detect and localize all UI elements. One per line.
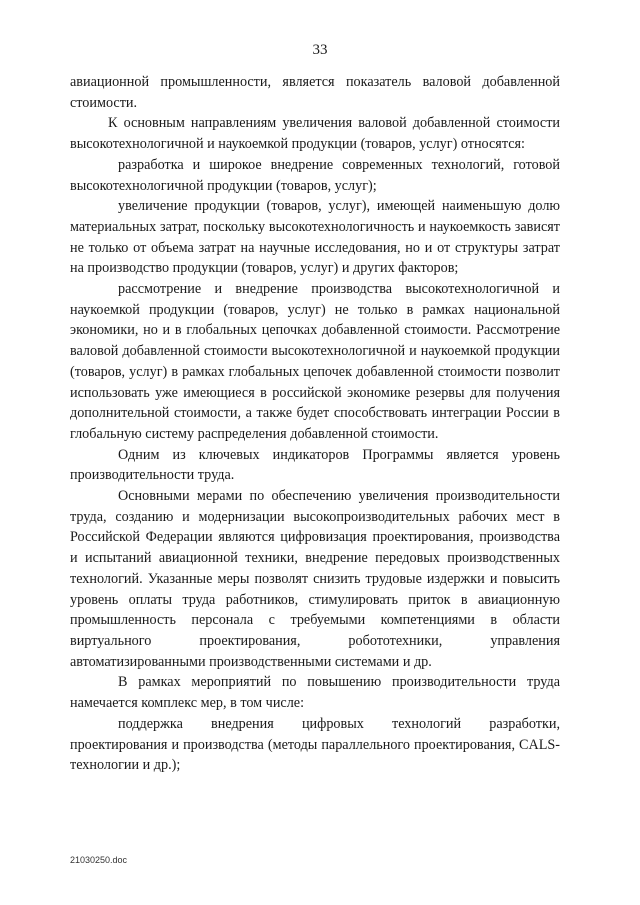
paragraph-7: Основными мерами по обеспечению увеличения производительности труда, созданию и модернизации высокопроизводительных рабочих мест в Российской Федерации являются цифровизация проектирования, производства и испытаний авиационной техники, внедрение передовых производственных технологий. Указанные меры позволят снизить трудовые издержки и повысить уровень оплаты труда работников, стимулировать приток в авиационную промышленность персонала с требуемыми компетенциями в области виртуального проектирования, робототехники, управления автоматизированными производственными системами и др. [70, 488, 560, 670]
paragraph-6: Одним из ключевых индикаторов Программы является уровень производительности труда. [70, 446, 560, 484]
page-number: 33 [312, 42, 328, 58]
paragraph-3: разработка и широкое внедрение современных технологий, готовой высокотехнологичной продукции (товаров, услуг); [70, 156, 560, 194]
document-body [70, 72, 560, 776]
paragraph-1: авиационной промышленности, является показатель валовой добавленной стоимости. [70, 74, 560, 111]
paragraph-4: увеличение продукции (товаров, услуг), имеющей наименьшую долю материальных затрат, поскольку высокотехнологичность и наукоемкость зависят не только от объема затрат на научные исследования, но и от структуры затрат на производство продукции (товаров, услуг) и других факторов; [70, 198, 560, 277]
paragraph-9: поддержка внедрения цифровых технологий разработки, проектирования и производства (методы параллельного проектирования, CALS-технологии и др.); [70, 715, 560, 774]
paragraph-8: В рамках мероприятий по повышению производительности труда намечается комплекс мер, в том числе: [70, 674, 560, 712]
paragraph-5: рассмотрение и внедрение производства высокотехнологичной и наукоемкой продукции (товаров, услуг) не только в рамках национальной экономики, но и в глобальных цепочках добавленной стоимости. Рассмотрение валовой добавленной стоимости высокотехнологичной и наукоемкой продукции (товаров, услуг) в рамках глобальных цепочек добавленной стоимости позволит использовать уже имеющиеся в российской экономике резервы для получения дополнительной стоимости, а также будет способствовать интеграции России в глобальную систему распределения добавленной стоимости. [70, 281, 560, 442]
document-filename: 21030250.doc [70, 855, 128, 865]
paragraph-2: К основным направлениям увеличения валовой добавленной стоимости высокотехнологичной и наукоемкой продукции (товаров, услуг) относятся: [70, 115, 560, 153]
